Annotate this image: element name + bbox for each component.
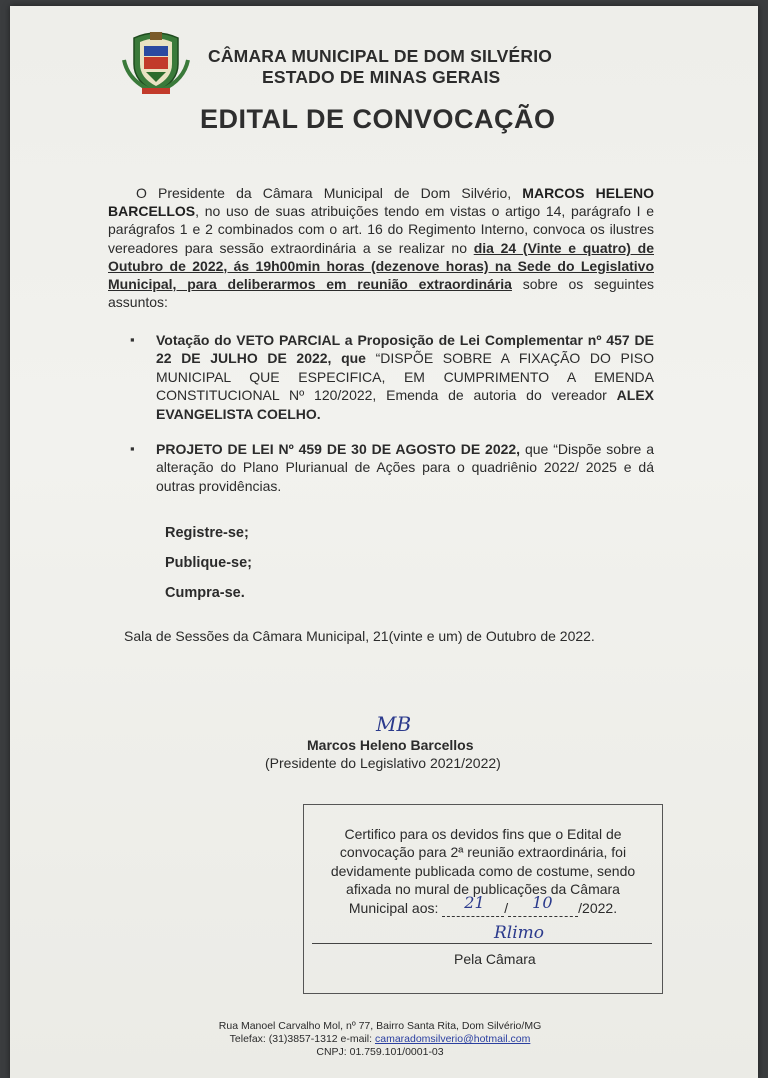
certificate-year: /2022. — [578, 899, 618, 916]
president-name: MARCOS HELENO BARCELLOS — [108, 185, 654, 220]
agenda-list — [130, 331, 654, 495]
intro-text-2: , no uso de suas atribuições tendo em vistas o artigo 14, parágrafo I e parágrafos 1 e 2 combinados com o art. 16 do Regimento Interno, convoca os ilustres vereadores para sessão extraordinária a se realizar no — [108, 203, 654, 256]
municipal-crest-icon — [120, 30, 192, 96]
president-initials-signature: MB — [376, 712, 412, 736]
certificate-sign-label: Pela Câmara — [454, 951, 536, 967]
place-and-date: Sala de Sessões da Câmara Municipal, 21(vinte e um) de Outubro de 2022. — [124, 628, 595, 644]
certificate-day-field — [442, 893, 504, 917]
letterhead — [110, 30, 630, 100]
signatory-role: (Presidente do Legislativo 2021/2022) — [265, 755, 501, 771]
bullet-icon: ▪ — [130, 332, 135, 347]
certificate-month: 10 — [532, 893, 553, 913]
document-title: EDITAL DE CONVOCAÇÃO — [200, 104, 556, 134]
intro-text-3: sobre os seguintes assuntos: — [108, 276, 654, 311]
organization-state: ESTADO DE MINAS GERAIS — [262, 67, 501, 87]
organization-name: CÂMARA MUNICIPAL DE DOM SILVÉRIO — [208, 46, 553, 66]
agenda-item-bold: PROJETO DE LEI Nº 459 DE 30 DE AGOSTO DE 2022, — [156, 441, 521, 458]
signatory-name: Marcos Heleno Barcellos — [307, 737, 474, 753]
footer-cnpj: CNPJ: 01.759.101/0001-03 — [316, 1046, 444, 1059]
certificate-day: 21 — [464, 893, 485, 913]
closing-register: Registre-se; — [165, 525, 249, 541]
certificate-text: Certifico para os devidos fins que o Edital de convocação para 2ª reunião extraordinária, foi devidamente publicada como de costume, sendo afixada no mural de publicações da Câmara Municipal aos: 21 / 10 /2022. — [330, 826, 636, 916]
certificate-handwritten-signature: Rlimo — [494, 923, 545, 943]
certificate-body: Certifico para os devidos fins que o Edital de convocação para 2ª reunião extraordinária, foi devidamente publicada como de costume, sendo afixada no mural de publicações da Câmara — [330, 826, 636, 898]
footer-contact — [190, 1033, 570, 1046]
agenda-item-text: que “Dispõe sobre a alteração do Plano Plurianual de Ações para o quadriênio 2022/ 2025 e dá outras providências. — [156, 441, 654, 494]
footer-email[interactable]: camaradomsilverio@hotmail.com — [374, 1033, 531, 1046]
footer-phone: Telefax: (31)3857-1312 e-mail: — [229, 1033, 375, 1046]
agenda-item — [130, 331, 654, 423]
closing-publish: Publique-se; — [165, 555, 253, 571]
signature-line — [312, 943, 652, 944]
certificate-month-field — [508, 893, 578, 917]
closing-comply: Cumpra-se. — [165, 585, 245, 601]
footer-address: Rua Manoel Carvalho Mol, nº 77, Bairro Santa Rita, Dom Silvério/MG — [218, 1020, 542, 1032]
publication-certificate — [303, 804, 663, 994]
agenda-item-bold-end: ALEX EVANGELISTA COELHO. — [156, 387, 654, 422]
agenda-item-bold: Votação do VETO PARCIAL a Proposição de Lei Complementar nº 457 DE 22 DE JULHO DE 2022, que — [156, 332, 654, 367]
footer — [190, 1020, 570, 1060]
session-date-emphasis: dia 24 (Vinte e quatro) de Outubro de 2022, ás 19h00min horas (dezenove horas) na Sede do Legislativo Municipal, para deliberarmos em reunião extraordinária — [108, 239, 654, 293]
intro-paragraph — [108, 184, 654, 311]
agenda-item — [130, 440, 654, 495]
bullet-icon: ▪ — [130, 441, 135, 457]
intro-text-1: O Presidente da Câmara Municipal de Dom Silvério, — [136, 185, 523, 201]
certificate-date-prefix: Municipal aos: — [348, 899, 439, 916]
agenda-item-text: “DISPÕE SOBRE A FIXAÇÃO DO PISO MUNICIPAL QUE ESPECIFICA, EM CUMPRIMENTO A EMENDA CONSTITUCIONAL Nº 120/2022, Emenda de autoria do vereador — [156, 350, 654, 404]
